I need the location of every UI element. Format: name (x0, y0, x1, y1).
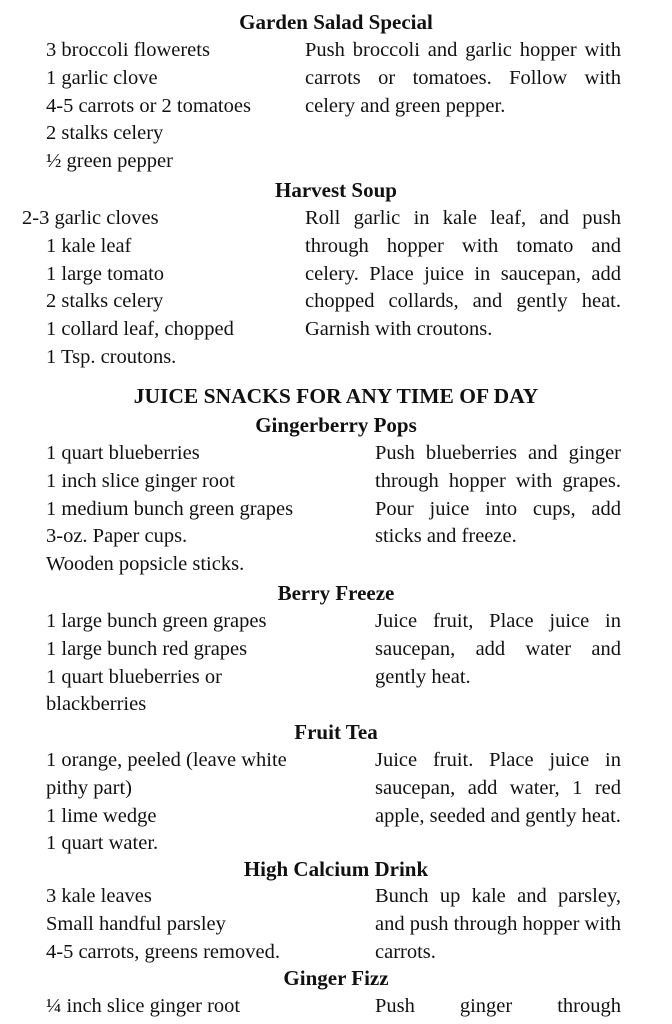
ingredient: pithy part) (46, 776, 132, 799)
ingredient: 1 quart water. (46, 832, 159, 855)
ingredient-list (46, 37, 251, 176)
ingredient: 1 large tomato (46, 262, 165, 285)
ingredient: 2 stalks celery (46, 290, 164, 313)
recipe-title: Harvest Soup (275, 178, 397, 202)
ingredient-list (46, 883, 280, 966)
recipe-directions: Juice fruit, Place juice in saucepan, add water and gently heat. (375, 610, 621, 688)
ingredient: 1 inch slice ginger root (46, 469, 236, 492)
ingredient: Wooden popsicle sticks. (46, 553, 245, 576)
ingredient: 1 quart blueberries (46, 442, 200, 464)
ingredient: 1 collard leaf, chopped (46, 318, 234, 341)
recipe-directions: Push ginger through (375, 995, 621, 1017)
recipe-directions: Roll garlic in kale leaf, and push through hopper with tomato and celery. Place juice in saucepan, add chopped collards, and gently heat. Garnish with croutons. (305, 207, 621, 341)
ingredient: 1 lime wedge (46, 804, 157, 827)
recipe-title: Berry Freeze (277, 581, 395, 605)
ingredient-list (46, 747, 287, 858)
ingredient: 1 quart blueberries or (46, 665, 222, 688)
recipe-directions: Push blueberries and ginger through hopper with grapes. Pour juice into cups, add sticks and freeze. (375, 442, 621, 548)
ingredient: 1 orange, peeled (leave white (46, 749, 287, 771)
ingredient: 2 stalks celery (46, 122, 164, 145)
ingredient: 1 large bunch green grapes (46, 610, 267, 632)
ingredient: 3 broccoli flowerets (46, 39, 210, 61)
recipe-directions: Bunch up kale and parsley, and push through hopper with carrots. (375, 885, 621, 963)
recipe-title: Garden Salad Special (239, 10, 433, 34)
ingredient: ¼ inch slice ginger root (46, 995, 241, 1017)
ingredient-list (22, 205, 234, 372)
recipe-title: Gingerberry Pops (255, 413, 417, 437)
recipe-directions: Juice fruit. Place juice in saucepan, add water, 1 red apple, seeded and gently heat. (375, 749, 621, 827)
ingredient: 4-5 carrots, greens removed. (46, 940, 280, 963)
ingredient: 3-oz. Paper cups. (46, 525, 188, 548)
ingredient: 1 Tsp. croutons. (46, 345, 177, 368)
recipe-title: Ginger Fizz (283, 966, 389, 990)
ingredient: 2-3 garlic cloves (22, 207, 159, 229)
ingredient: 1 garlic clove (46, 66, 158, 89)
ingredient-list (46, 440, 293, 579)
ingredient: 4-5 carrots or 2 tomatoes (46, 94, 251, 117)
recipe-title: Fruit Tea (294, 720, 378, 744)
ingredient: 3 kale leaves (46, 885, 152, 907)
recipe-directions: Push broccoli and garlic hopper with carrots or tomatoes. Follow with celery and green pepper. (305, 39, 621, 117)
ingredient-list (46, 993, 240, 1021)
ingredient: 1 kale leaf (46, 234, 132, 257)
ingredient: Small handful parsley (46, 912, 226, 935)
ingredient: ½ green pepper (46, 150, 173, 173)
ingredient-list (46, 608, 266, 719)
ingredient: 1 medium bunch green grapes (46, 497, 294, 520)
ingredient: blackberries (46, 693, 147, 716)
recipe-title: High Calcium Drink (243, 857, 429, 881)
ingredient: 1 large bunch red grapes (46, 637, 248, 660)
section-heading: JUICE SNACKS FOR ANY TIME OF DAY (133, 384, 539, 408)
